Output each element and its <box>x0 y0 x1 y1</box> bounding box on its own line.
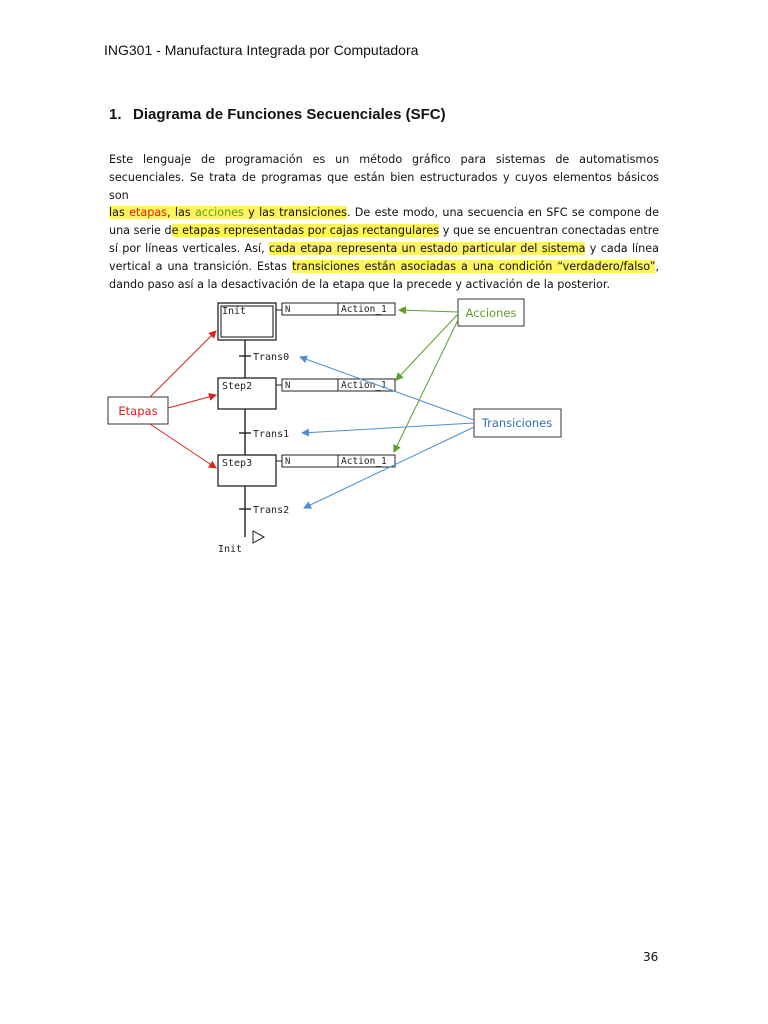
highlight-text: transiciones están asociadas a una condición “verdadero/falso” <box>291 259 656 273</box>
action-block-3 <box>282 455 395 467</box>
acciones-arrow <box>399 310 458 312</box>
etapas-label: Etapas <box>118 404 158 418</box>
action-qualifier: N <box>285 305 291 315</box>
transition-trans1 <box>239 429 289 440</box>
transition-trans0 <box>239 352 289 363</box>
red-text: etapas <box>129 206 168 220</box>
action-qualifier: N <box>285 457 291 467</box>
paragraph-line: vertical a una transición. Estas transiciones están asociadas a una condición “verdadero/falso”, <box>109 259 659 273</box>
highlight-text: las etapas, las acciones y las transiciones <box>109 206 347 220</box>
highlight-text: cada etapa representa un estado particular del sistema <box>268 241 586 255</box>
transition-trans2 <box>239 505 289 516</box>
acciones-label: Acciones <box>465 306 517 320</box>
etapas-arrow <box>168 395 216 408</box>
section-title: Diagrama de Funciones Secuenciales (SFC) <box>133 106 446 123</box>
transition-label: Trans1 <box>253 429 290 440</box>
step-step3 <box>218 455 276 486</box>
paragraph-line: las etapas, las acciones y las transiciones. De este modo, una secuencia en SFC se compone de <box>109 206 659 220</box>
paragraph-line: una serie de etapas representadas por cajas rectangulares y que se encuentran conectadas entre <box>109 224 659 238</box>
action-label: Action_1 <box>341 304 387 315</box>
paragraph-line: sí por líneas verticales. Así, cada etapa representa un estado particular del sistema y cada línea <box>109 241 659 255</box>
action-label: Action_1 <box>341 380 387 391</box>
jump-arrow-icon <box>253 531 264 543</box>
step-label: Step2 <box>222 381 253 392</box>
transiciones-callout <box>474 409 561 437</box>
page-number: 36 <box>643 950 659 964</box>
action-qualifier: N <box>285 381 291 391</box>
acciones-callout <box>458 299 524 326</box>
step-label: Step3 <box>222 458 253 469</box>
action-block-1 <box>282 303 395 315</box>
paragraph-line: dando paso así a la desactivación de la etapa que la precede y activación de la posterior. <box>109 277 611 291</box>
acciones-arrow <box>394 320 458 452</box>
etapas-arrow <box>150 424 216 468</box>
step-label: Init <box>222 306 247 317</box>
transiciones-label: Transiciones <box>481 416 553 430</box>
paragraph-line: secuenciales. Se trata de programas que están bien estructurados y cuyos elementos básicos son <box>109 170 659 202</box>
step-step2 <box>218 378 276 409</box>
etapas-callout <box>108 397 168 424</box>
action-label: Action_1 <box>341 456 387 467</box>
transiciones-arrow <box>302 423 474 433</box>
jump-target-label: Init <box>218 544 243 555</box>
highlight-text: e etapas representadas por cajas rectangulares <box>171 224 440 238</box>
acciones-arrow <box>396 314 458 380</box>
etapas-arrow <box>150 331 216 397</box>
section-number: 1. <box>109 106 122 123</box>
step-init <box>218 303 276 340</box>
paragraph-line: Este lenguaje de programación es un método gráfico para sistemas de automatismos <box>109 153 659 166</box>
transition-label: Trans2 <box>253 505 290 516</box>
green-text: acciones <box>194 206 244 220</box>
transition-label: Trans0 <box>253 352 290 363</box>
document-header: ING301 - Manufactura Integrada por Computadora <box>104 42 419 58</box>
